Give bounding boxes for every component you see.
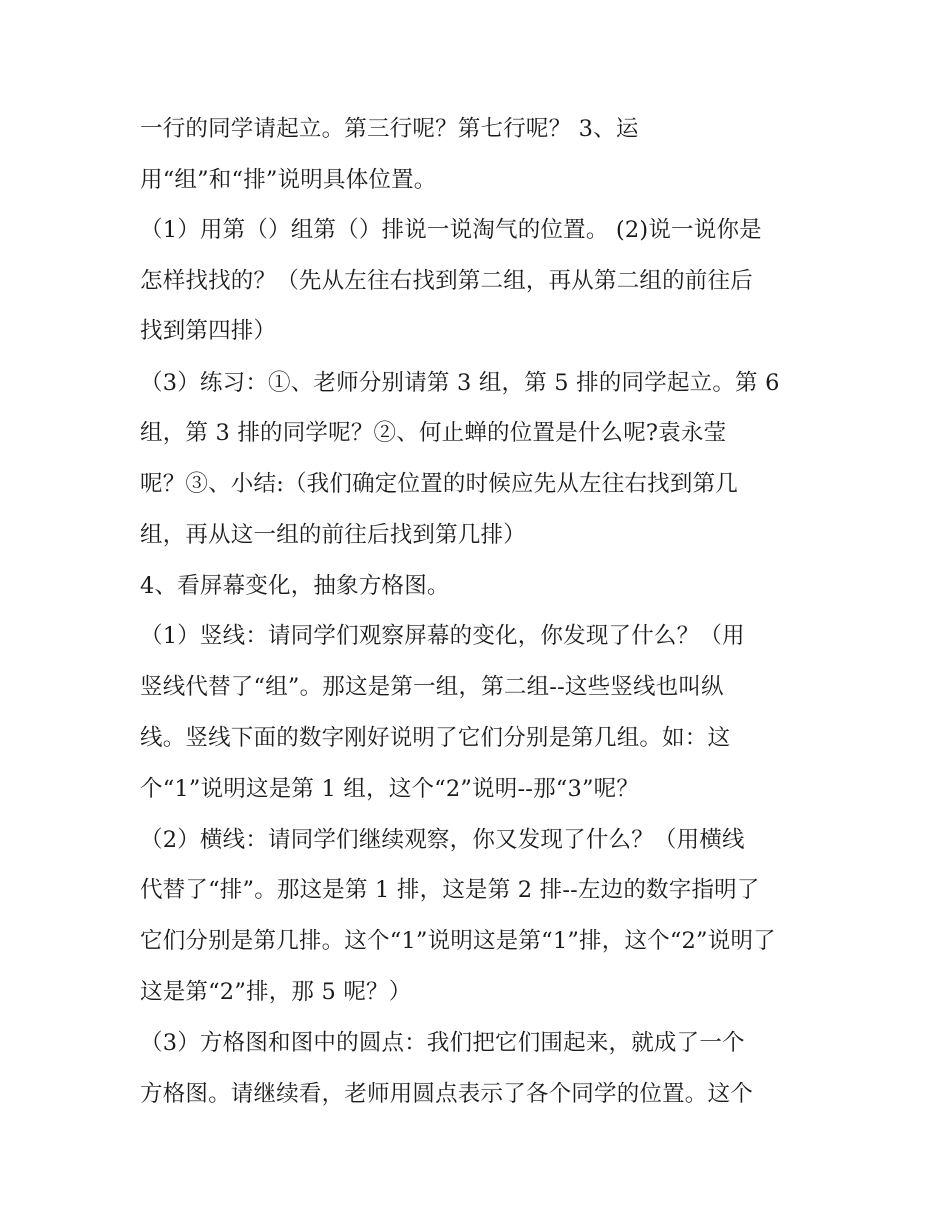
text-line: 线。竖线下面的数字刚好说明了它们分别是第几组。如：这: [140, 725, 731, 751]
text-line: 呢？③、小结:（我们确定位置的时候应先从左往右找到第几: [140, 471, 738, 497]
text-line: 组，再从这一组的前往后找到第几排）: [140, 522, 526, 548]
text-line: 个“1”说明这是第 1 组，这个“2”说明--那“3”呢？: [140, 776, 640, 802]
text-line: 竖线代替了“组”。那这是第一组，第二组--这些竖线也叫纵: [140, 674, 724, 700]
text-line: （1）竖线：请同学们观察屏幕的变化，你发现了什么？（用: [140, 623, 745, 649]
text-line: （1）用第（）组第（）排说一说淘气的位置。 (2)说一说你是: [140, 217, 762, 243]
text-line: 用“组”和“排”说明具体位置。: [140, 167, 437, 193]
text-line: （2）横线：请同学们继续观察，你又发现了什么？（用横线: [140, 827, 745, 853]
text-line: 4、看屏幕变化，抽象方格图。: [140, 573, 450, 599]
text-line: 一行的同学请起立。第三行呢？第七行呢？ 3、运: [140, 116, 639, 142]
text-line: 怎样找找的？（先从左往右找到第二组，再从第二组的前往后: [140, 268, 753, 294]
text-line: 方格图。请继续看，老师用圆点表示了各个同学的位置。这个: [140, 1081, 753, 1107]
text-line: 这是第“2”排，那 5 呢？）: [140, 979, 412, 1005]
text-line: 组，第 3 排的同学呢？②、何止蝉的位置是什么呢?袁永莹: [140, 420, 727, 446]
text-line: （3）练习：①、老师分别请第 3 组，第 5 排的同学起立。第 6: [140, 370, 780, 396]
text-line: 它们分别是第几排。这个“1”说明这是第“1”排，这个“2”说明了: [140, 928, 776, 954]
text-line: （3）方格图和图中的圆点：我们把它们围起来，就成了一个: [140, 1030, 745, 1056]
text-line: 找到第四排）: [140, 318, 277, 344]
text-line: 代替了“排”。那这是第 1 排，这是第 2 排--左边的数字指明了: [140, 877, 760, 903]
